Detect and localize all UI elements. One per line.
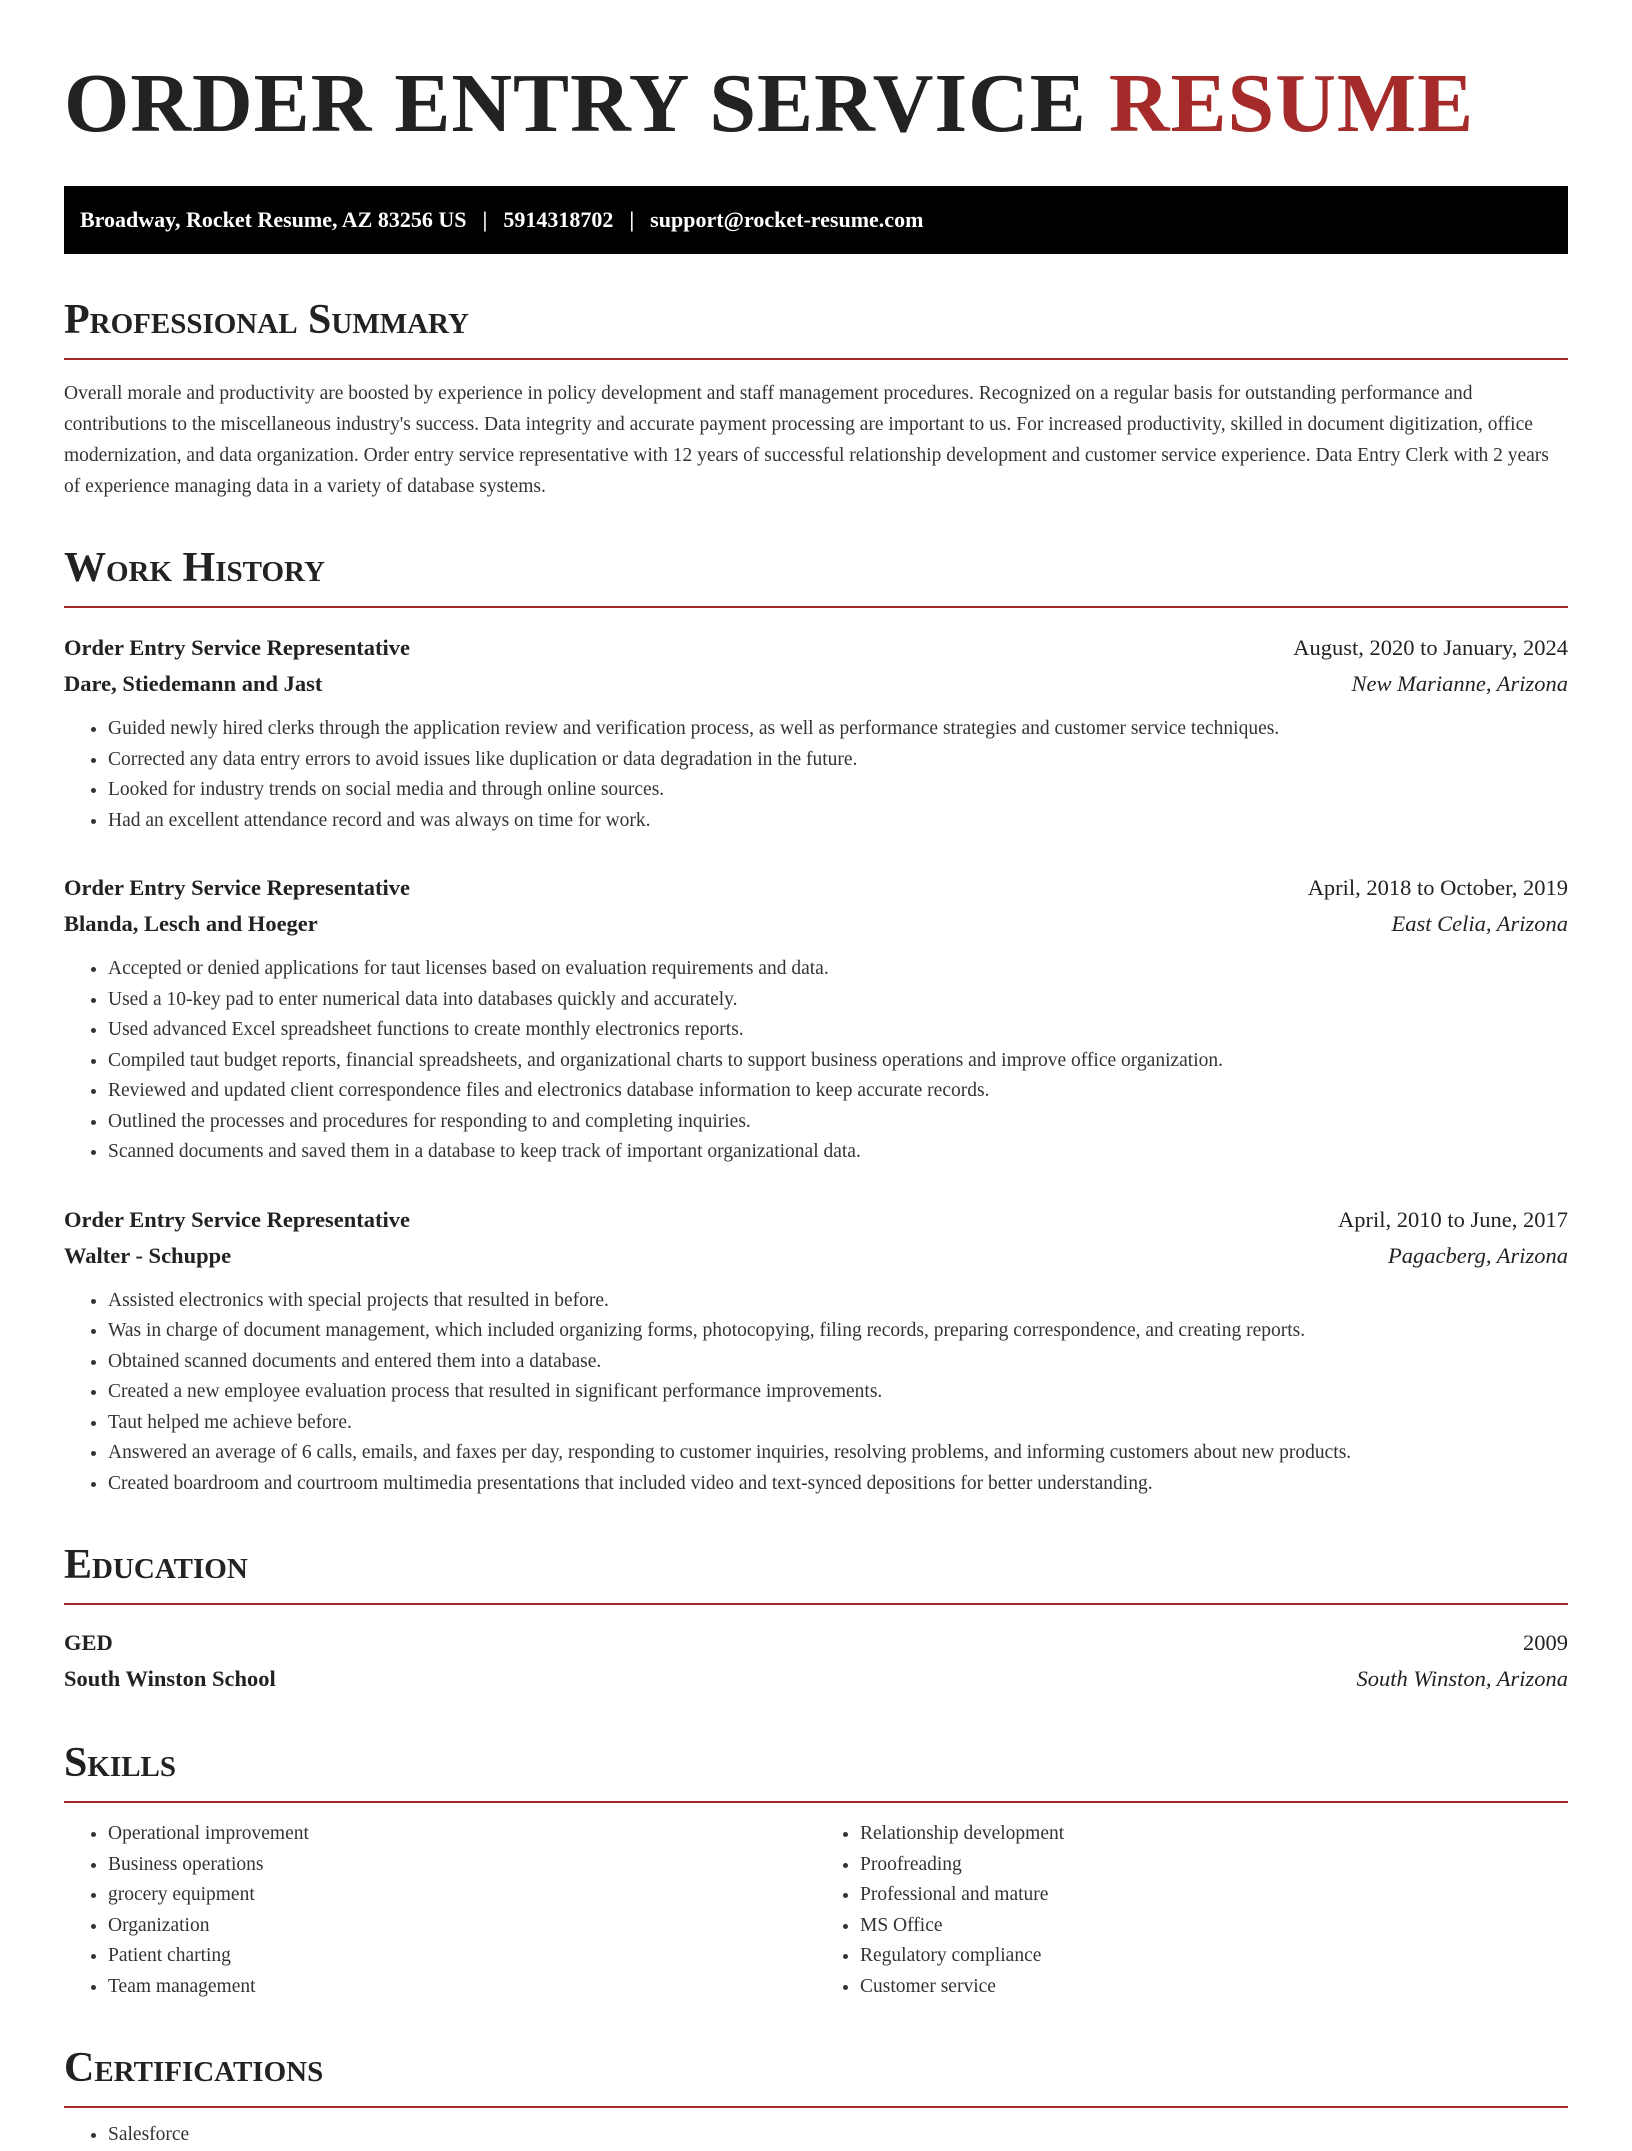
skill-item: • Professional and mature [860, 1880, 1568, 1911]
skill-item: • grocery equipment [108, 1880, 816, 1911]
job-bullet: • Answered an average of 6 calls, emails, and faxes per day, responding to customer inquiries, resolving problems, and informing customers about new products. [108, 1438, 1568, 1469]
job-title: Order Entry Service Representative [64, 875, 410, 900]
job-bullet: • Reviewed and updated client correspondence files and electronics database information to keep accurate records. [108, 1076, 1568, 1107]
education-location: South Winston, Arizona [1356, 1666, 1568, 1691]
education-degree-row [64, 1625, 1568, 1661]
job-entry [64, 630, 1568, 836]
job-bullet: • Scanned documents and saved them in a database to keep track of important organizational data. [108, 1137, 1568, 1168]
education-degree: GED [64, 1630, 113, 1655]
skills-column-left [64, 1819, 816, 2002]
job-bullet: • Assisted electronics with special projects that resulted in before. [108, 1286, 1568, 1317]
section-education [64, 1541, 1568, 1697]
section-skills [64, 1739, 1568, 2002]
section-heading-certifications: Certifications [64, 2044, 1568, 2108]
job-bullet: • Created a new employee evaluation process that resulted in significant performance improvements. [108, 1377, 1568, 1408]
skills-column-right [816, 1819, 1568, 2002]
job-bullet: • Obtained scanned documents and entered them into a database. [108, 1347, 1568, 1378]
job-bullet: • Had an excellent attendance record and was always on time for work. [108, 806, 1568, 837]
job-bullet: • Corrected any data entry errors to avoid issues like duplication or data degradation in the future. [108, 745, 1568, 776]
section-heading-skills: Skills [64, 1739, 1568, 1803]
skill-item: • Team management [108, 1972, 816, 2003]
contact-phone: 5914318702 [503, 207, 614, 232]
skill-item: • Patient charting [108, 1941, 816, 1972]
skills-grid [64, 1819, 1568, 2002]
contact-separator: | [629, 207, 635, 232]
job-company-row [64, 1238, 1568, 1274]
job-header-row [64, 1202, 1568, 1238]
job-company-row [64, 906, 1568, 942]
job-bullet: • Created boardroom and courtroom multimedia presentations that included video and text-synced depositions for better understanding. [108, 1469, 1568, 1500]
skill-item: • Organization [108, 1911, 816, 1942]
section-summary [64, 296, 1568, 502]
job-bullet: • Used advanced Excel spreadsheet functions to create monthly electronics reports. [108, 1015, 1568, 1046]
certification-item: • Salesforce [108, 2120, 1568, 2151]
job-bullet: • Looked for industry trends on social media and through online sources. [108, 775, 1568, 806]
job-location: New Marianne, Arizona [1351, 671, 1568, 696]
skill-item: • Relationship development [860, 1819, 1568, 1850]
job-dates: April, 2018 to October, 2019 [1307, 875, 1568, 900]
section-heading-summary: Professional Summary [64, 296, 1568, 360]
job-dates: April, 2010 to June, 2017 [1338, 1206, 1568, 1232]
contact-address: Broadway, Rocket Resume, AZ 83256 US [80, 207, 467, 232]
section-heading-work-history: Work History [64, 544, 1568, 608]
job-header-row [64, 870, 1568, 906]
title-accent: RESUME [1108, 57, 1475, 150]
job-company-row [64, 666, 1568, 702]
job-bullet: • Outlined the processes and procedures for responding to and completing inquiries. [108, 1107, 1568, 1138]
job-bullet: • Used a 10-key pad to enter numerical data into databases quickly and accurately. [108, 985, 1568, 1016]
education-school: South Winston School [64, 1666, 276, 1691]
skill-item: • Customer service [860, 1972, 1568, 2003]
job-bullet: • Accepted or denied applications for taut licenses based on evaluation requirements and data. [108, 954, 1568, 985]
job-company: Blanda, Lesch and Hoeger [64, 911, 318, 936]
job-bullet: • Guided newly hired clerks through the application review and verification process, as well as performance strategies and customer service techniques. [108, 714, 1568, 745]
contact-bar [64, 186, 1568, 254]
job-bullet: • Taut helped me achieve before. [108, 1408, 1568, 1439]
certification-list [64, 2120, 1568, 2151]
title-main: ORDER ENTRY SERVICE [64, 57, 1087, 150]
skill-item: • MS Office [860, 1911, 1568, 1942]
resume-page [64, 0, 1568, 2151]
job-bullet: • Was in charge of document management, which included organizing forms, photocopying, filing records, preparing correspondence, and creating reports. [108, 1316, 1568, 1347]
job-location: Pagacberg, Arizona [1388, 1242, 1568, 1268]
summary-text: Overall morale and productivity are boosted by experience in policy development and staff management procedures. Recognized on a regular basis for outstanding performance and contributions to the miscellaneous industry's success. Data integrity and accurate payment processing are important to us. For increased productivity, skilled in document digitization, office modernization, and data organization. Order entry service representative with 12 years of successful relationship development and customer service experience. Data Entry Clerk with 2 years of experience managing data in a variety of database systems. [64, 383, 1549, 497]
job-bullets [64, 1286, 1568, 1500]
job-bullets [64, 954, 1568, 1168]
job-title: Order Entry Service Representative [64, 1206, 410, 1232]
skill-item: • Operational improvement [108, 1819, 816, 1850]
resume-title [64, 56, 1568, 152]
section-certifications [64, 2044, 1568, 2151]
job-entry [64, 1202, 1568, 1500]
job-header-row [64, 630, 1568, 666]
job-entry [64, 870, 1568, 1168]
job-location: East Celia, Arizona [1391, 911, 1568, 936]
job-company: Walter - Schuppe [64, 1242, 232, 1268]
job-company: Dare, Stiedemann and Jast [64, 671, 323, 696]
skill-item: • Regulatory compliance [860, 1941, 1568, 1972]
education-entry [64, 1625, 1568, 1697]
education-school-row [64, 1661, 1568, 1697]
skill-item: • Business operations [108, 1850, 816, 1881]
job-dates: August, 2020 to January, 2024 [1293, 635, 1568, 660]
skill-item: • Proofreading [860, 1850, 1568, 1881]
contact-separator: | [482, 207, 488, 232]
job-bullet: • Compiled taut budget reports, financial spreadsheets, and organizational charts to support business operations and improve office organization. [108, 1046, 1568, 1077]
job-bullets [64, 714, 1568, 836]
section-work-history [64, 544, 1568, 1499]
education-year: 2009 [1523, 1630, 1568, 1655]
job-title: Order Entry Service Representative [64, 635, 410, 660]
section-heading-education: Education [64, 1541, 1568, 1605]
contact-email: support@rocket-resume.com [650, 207, 924, 232]
